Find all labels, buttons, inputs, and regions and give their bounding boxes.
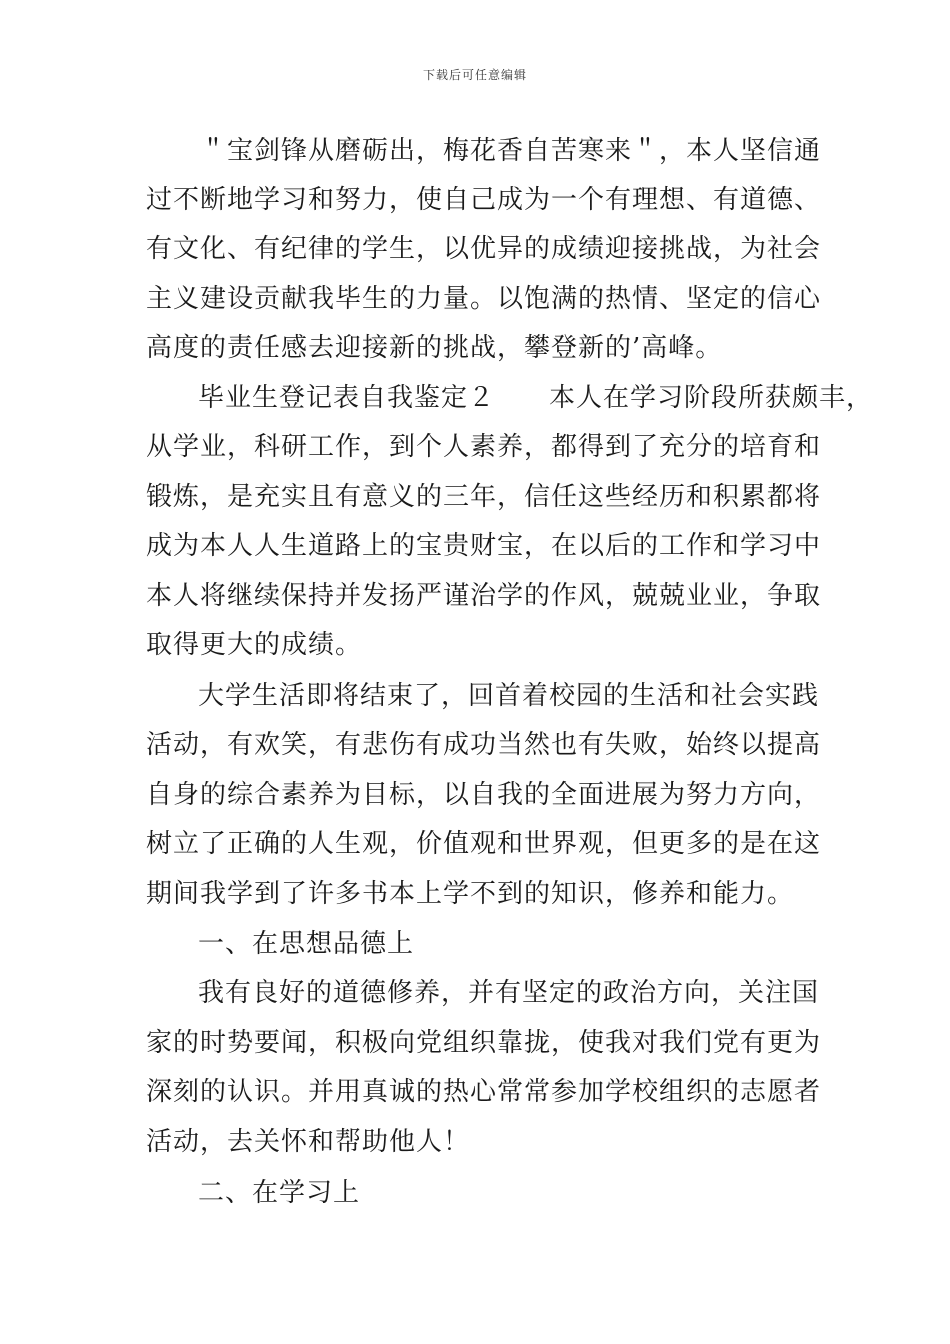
page-header: 下载后可任意编辑	[422, 68, 527, 82]
text-line: 有文化、有纪律的学生，以优异的成绩迎接挑战，为社会	[146, 234, 822, 264]
text-line: 我有良好的道德修养，并有坚定的政治方向，关注国	[198, 978, 820, 1008]
section-heading: 一、在思想品德上	[198, 929, 415, 959]
text-line: 树立了正确的人生观，价值观和世界观，但更多的是在这	[146, 829, 822, 859]
text-line: 锻炼，是充实且有意义的三年，信任这些经历和积累都将	[146, 482, 822, 512]
text-line: 活动，有欢笑，有悲伤有成功当然也有失败，始终以提高	[146, 730, 822, 760]
text-line: 毕业生登记表自我鉴定２ 本人在学习阶段所获颇丰，	[198, 383, 874, 413]
text-line: 成为本人人生道路上的宝贵财宝，在以后的工作和学习中	[146, 531, 822, 561]
text-line: 主义建设贡献我毕生的力量。以饱满的热情、坚定的信心	[146, 284, 822, 314]
text-line: 深刻的认识。并用真诚的热心常常参加学校组织的志愿者	[146, 1077, 822, 1107]
text-line: 取得更大的成绩。	[146, 630, 363, 660]
text-line: 本人将继续保持并发扬严谨治学的作风，兢兢业业，争取	[146, 581, 822, 611]
text-line: 大学生活即将结束了，回首着校园的生活和社会实践	[198, 681, 820, 711]
text-line: ＂宝剑锋从磨砺出，梅花香自苦寒来＂，本人坚信通	[200, 136, 822, 166]
text-line: 过不断地学习和努力，使自己成为一个有理想、有道德、	[146, 185, 822, 215]
text-line: 期间我学到了许多书本上学不到的知识，修养和能力。	[146, 879, 795, 909]
text-line: 自身的综合素养为目标，以自我的全面进展为努力方向，	[146, 780, 822, 810]
text-line: 家的时势要闻，积极向党组织靠拢，使我对我们党有更为	[146, 1028, 822, 1058]
text-line: 从学业，科研工作，到个人素养，都得到了充分的培育和	[146, 432, 822, 462]
text-line: 高度的责任感去迎接新的挑战，攀登新的’高峰。	[146, 333, 723, 363]
section-heading: 二、在学习上	[198, 1178, 361, 1208]
text-line: 活动，去关怀和帮助他人！	[146, 1127, 471, 1157]
